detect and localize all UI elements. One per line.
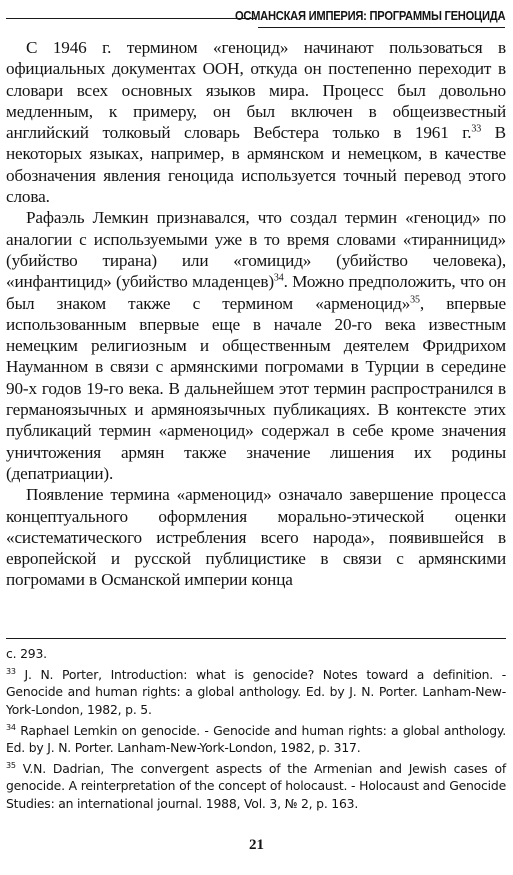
paragraph-1-text-b: В некоторых языках, например, в армянском и немецком, в качестве обозначения явления геноцида используется точный перевод этого слова. — [6, 123, 506, 207]
running-head: ОСМАНСКАЯ ИМПЕРИЯ: ПРОГРАММЫ ГЕНОЦИДА — [234, 8, 505, 23]
footnote-33 — [6, 666, 506, 718]
header-underline — [258, 27, 505, 28]
footnotes — [6, 645, 506, 816]
paragraph-3: Появление термина «арменоцид» означало завершение процесса концептуального оформления морально-этической оценки «систематического истребления всего народа», появившейся в европейской и русской публицистике в связи с армянскими погромами в Османской империи конца — [6, 485, 506, 590]
footnote-number: 35 — [6, 761, 16, 771]
footnote-text: Raphael Lemkin on genocide. - Genocide and human rights: a global anthology. Ed. by J. N. Porter. Lanham-New-York-London, 1982, p. 317. — [6, 722, 506, 756]
header-rule — [6, 18, 256, 19]
footnote-separator — [6, 638, 506, 639]
paragraph-2-text-c: , впервые использованным впервые еще в начале 20-го века известным немецким религиозным и общественным деятелем Фридрихом Науманном в связи с армянскими погромами в Турции в середине 90-х годов 19-го века. В дальнейшем этот термин распространился в германоязычных и армяноязычных публикациях. В контексте этих публикаций термин «арменоцид» содержал в себе кроме значения уничтожения армян также значение лишения их родины (депатриации). — [6, 293, 506, 483]
paragraph-1-text-a: С 1946 г. термином «геноцид» начинают пользоваться в официальных документах ООН, откуда он постепенно переходит в словари всех основных языков мира. Процесс был довольно медленным, к примеру, он был включен в общеизвестный английский толковый словарь Вебстера только в 1961 г. — [6, 38, 506, 143]
footnote-number: 34 — [6, 722, 16, 732]
footnote-ref-34: 34 — [273, 272, 284, 284]
footnote-ref-33: 33 — [471, 123, 482, 135]
footnote-35 — [6, 760, 506, 812]
footnote-continuation: с. 293. — [6, 646, 47, 661]
paragraph-2-text-b: . Можно предположить, что он был знаком также с термином «арменоцид» — [6, 272, 506, 313]
page-number: 21 — [249, 837, 264, 853]
paragraph-2 — [6, 207, 506, 484]
paragraph-2-text-a: Рафаэль Лемкин признавался, что создал термин «геноцид» по аналогии с используемыми уже в то время словами «тиранницид» (убийство тирана) или «гомицид» (убийство человека), «инфантицид» (убийство младенцев) — [6, 208, 506, 292]
main-text — [6, 37, 506, 591]
page-header — [6, 5, 505, 29]
paragraph-1 — [6, 37, 506, 207]
footnote-34 — [6, 722, 506, 756]
footnote-ref-35: 35 — [410, 293, 420, 305]
footnote-text: V.N. Dadrian, The convergent aspects of the Armenian and Jewish cases of genocide. A reinterpretation of the concept of holocaust. - Holocaust and Genocide Studies: an international journal. 1988, Vol. 3, № 2, p. 163. — [6, 761, 506, 811]
footnote-number: 33 — [6, 667, 16, 677]
footnote-text: J. N. Porter, Introduction: what is genocide? Notes toward a definition. - Genocide and human rights: a global anthology. Ed. by J. N. Porter. Lanham-New-York-London, 1982, p. 5. — [6, 667, 506, 717]
